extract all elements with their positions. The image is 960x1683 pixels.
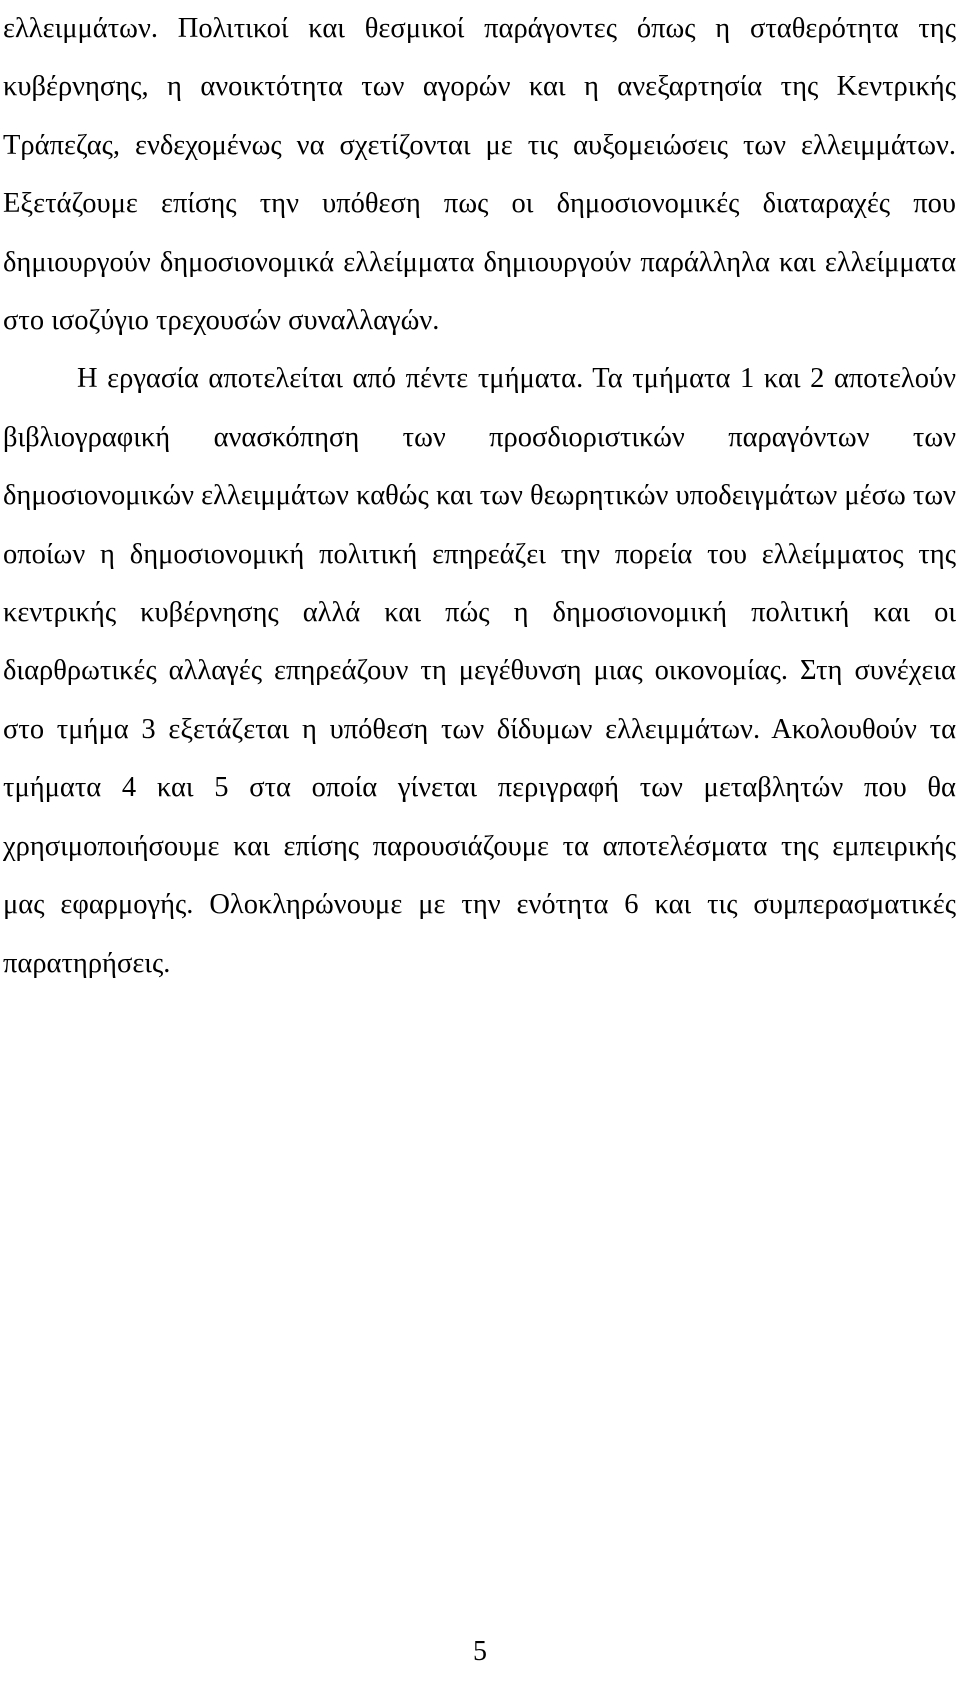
page-number: 5 xyxy=(473,1636,487,1667)
paragraph-structure: Η εργασία αποτελείται από πέντε τμήματα. Τα τμήματα 1 και 2 αποτελούν βιβλιογραφική ανασκόπηση των προσδιοριστικών παραγόντων των δημοσιονομικών ελλειμμάτων καθώς και των θεωρητικών υποδειγμάτων μέσω των οποίων η δημοσιονομική πολιτική επηρεάζει την πορεία του ελλείμματος της κεντρικής κυβέρνησης αλλά και πώς η δημοσιονομική πολιτική και οι διαρθρωτικές αλλαγές επηρεάζουν τη μεγέθυνση μιας οικονομίας. Στη συνέχεια στο τμήμα 3 εξετάζεται η υπόθεση των δίδυμων ελλειμμάτων. Ακολουθούν τα τμήματα 4 και 5 στα οποία γίνεται περιγραφή των μεταβλητών που θα χρησιμοποιήσουμε και επίσης παρουσιάζουμε τα αποτελέσματα της εμπειρικής μας εφαρμογής. Ολοκληρώνουμε με την ενότητα 6 και τις συμπερασματικές παρατηρήσεις. xyxy=(3,363,956,979)
body-text xyxy=(3,0,956,993)
paragraph-continued: ελλειμμάτων. Πολιτικοί και θεσμικοί παράγοντες όπως η σταθερότητα της κυβέρνησης, η ανοικτότητα των αγορών και η ανεξαρτησία της Κεντρικής Τράπεζας, ενδεχομένως να σχετίζονται με τις αυξομειώσεις των ελλειμμάτων. Εξετάζουμε επίσης την υπόθεση πως οι δημοσιονομικές διαταραχές που δημιουργούν δημοσιονομικά ελλείμματα δημιουργούν παράλληλα και ελλείμματα στο ισοζύγιο τρεχουσών συναλλαγών. xyxy=(3,13,956,337)
